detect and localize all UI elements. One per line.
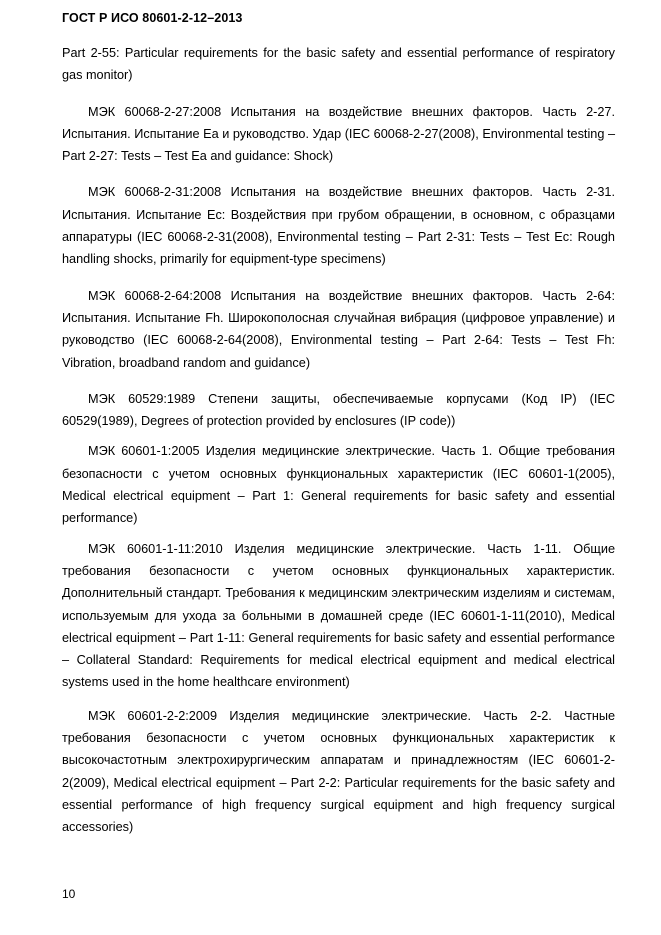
paragraph-iec-60068-2-27: МЭК 60068-2-27:2008 Испытания на воздействие внешних факторов. Часть 2-27. Испытания. Испытание Ea и руководство. Удар (IEC 60068-2-27(2008), Environmental testing – Part 2-27: Tests – Test Ea and guidance: Shock) [62, 104, 615, 164]
document-header: ГОСТ Р ИСО 80601-2-12–2013 [62, 11, 243, 25]
paragraph-iec-60601-2-2: МЭК 60601-2-2:2009 Изделия медицинские электрические. Часть 2-2. Частные требования безопасности с учетом основных функциональных характеристик к высокочастотным электрохирургическим аппаратам и принадлежностям (IEC 60601-2-2(2009), Medical electrical equipment – Part 2-2: Particular requirements for the basic safety and essential performance of high frequency surgical equipment and high frequency surgical accessories) [62, 708, 615, 835]
paragraph-iec-60068-2-64: МЭК 60068-2-64:2008 Испытания на воздействие внешних факторов. Часть 2-64: Испытания. Испытание Fh. Широкополосная случайная вибрация (цифровое управление) и руководство (IEC 60068-2-64(2008), Environmental testing – Part 2-64: Tests – Test Fh: Vibration, broadband random and guidance) [62, 288, 615, 370]
paragraph-continuation: Part 2-55: Particular requirements for the basic safety and essential performance of respiratory gas monitor) [62, 46, 615, 83]
paragraph-iec-60529: МЭК 60529:1989 Степени защиты, обеспечиваемые корпусами (Код IP) (IEC 60529(1989), Degrees of protection provided by enclosures (IP code)) [62, 391, 615, 429]
page-number: 10 [62, 887, 76, 901]
paragraph-iec-60601-1: МЭК 60601-1:2005 Изделия медицинские электрические. Часть 1. Общие требования безопасности с учетом основных функциональных характеристик (IEC 60601-1(2005), Medical electrical equipment – Part 1: General requirements for basic safety and essential performance) [62, 444, 615, 526]
document-body [62, 42, 615, 839]
paragraph-iec-60601-1-11: МЭК 60601-1-11:2010 Изделия медицинские электрические. Часть 1-11. Общие требования безопасности с учетом основных функциональных характеристик. Дополнительный стандарт. Требования к медицинским электрическим изделиям и системам, используемым для ухода за больными в домашней среде (IEC 60601-1-11(2010), Medical electrical equipment – Part 1-11: General requirements for basic safety and essential performance – Collateral Standard: Requirements for medical electrical equipment and medical electrical systems used in the home healthcare environment) [62, 541, 615, 690]
paragraph-iec-60068-2-31: МЭК 60068-2-31:2008 Испытания на воздействие внешних факторов. Часть 2-31. Испытания. Испытание Ec: Воздействия при грубом обращении, в основном, с образцами аппаратуры (IEC 60068-2-31(2008), Environmental testing – Part 2-31: Tests – Test Ec: Rough handling shocks, primarily for equipment-type specimens) [62, 185, 615, 267]
